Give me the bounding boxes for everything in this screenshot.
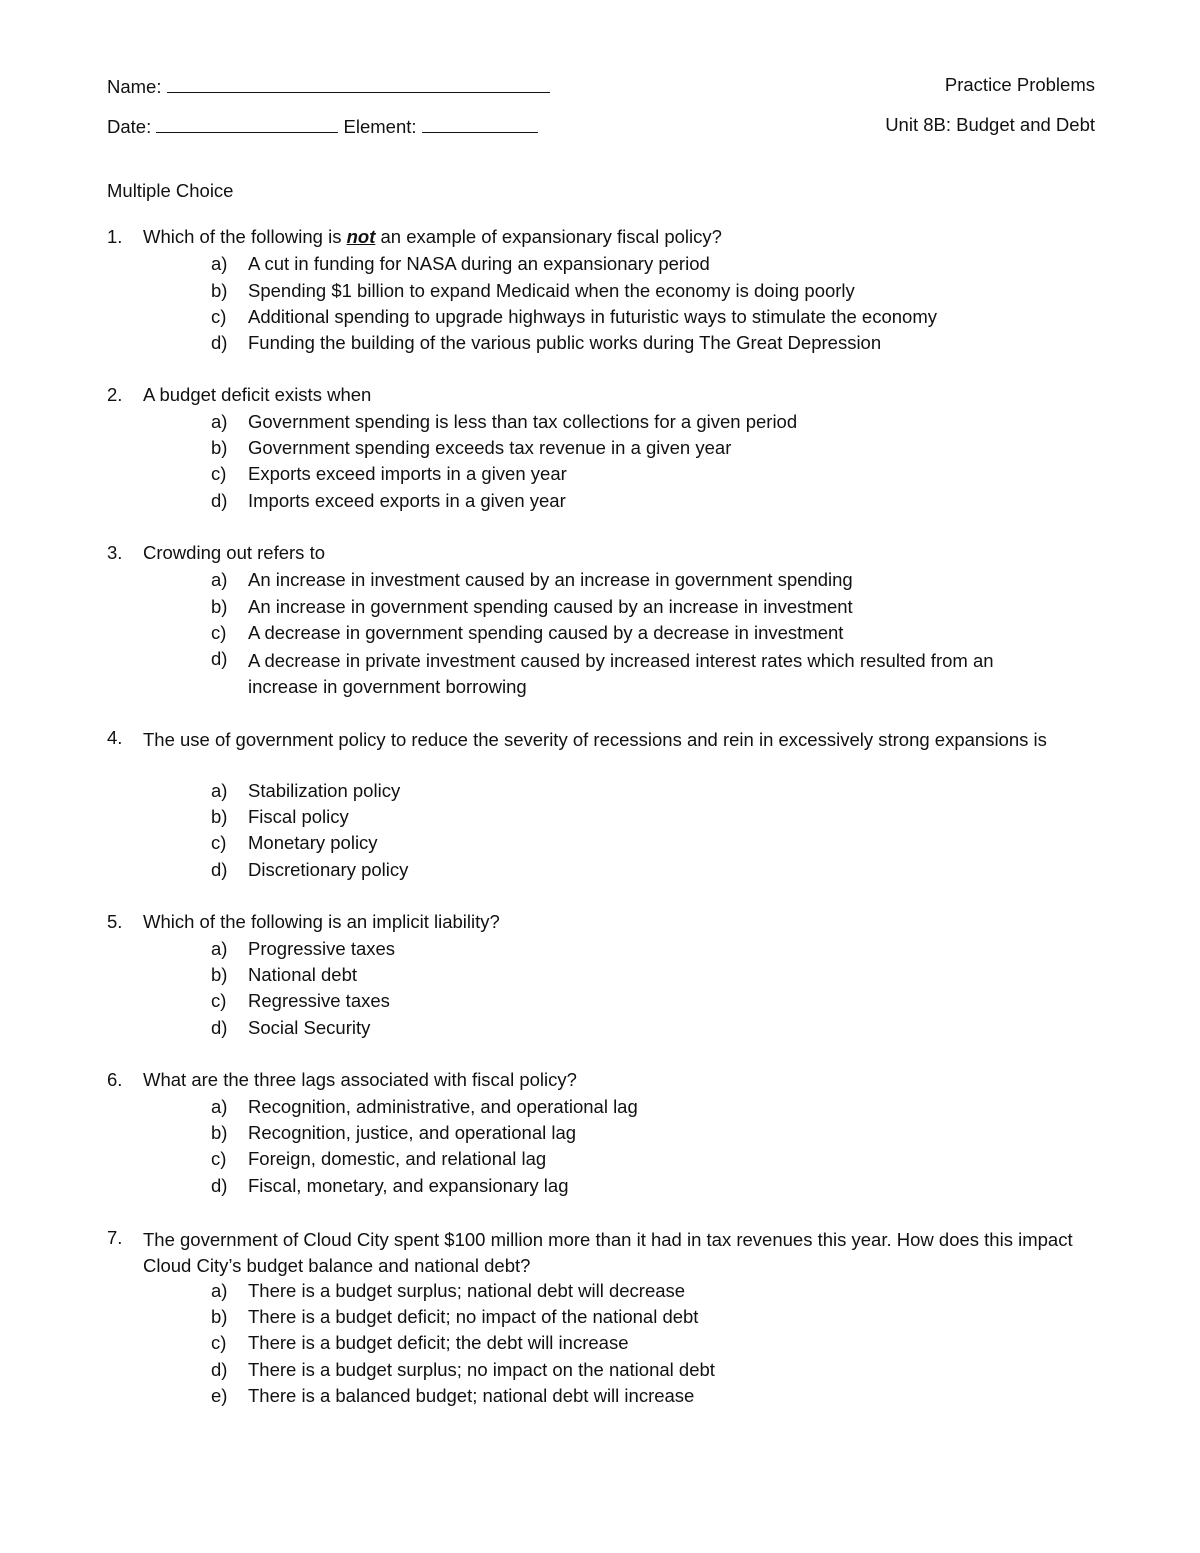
- question-number: 6.: [107, 1069, 123, 1090]
- option-letter: e): [211, 1385, 228, 1406]
- option-letter: c): [211, 622, 227, 643]
- section-title: Multiple Choice: [107, 180, 234, 201]
- emphasis-not: not: [346, 226, 376, 247]
- option-letter: a): [211, 253, 228, 274]
- question-text: The use of government policy to reduce the severity of recessions and rein in excessively strong expansions is: [143, 729, 1047, 750]
- document-type: Practice Problems: [944, 74, 1095, 95]
- option-text: Fiscal, monetary, and expansionary lag: [248, 1175, 569, 1196]
- option-text: A cut in funding for NASA during an expansionary period: [248, 253, 710, 274]
- option-letter: c): [211, 990, 227, 1011]
- question-number: 1.: [107, 226, 123, 247]
- option-text: Monetary policy: [248, 832, 378, 853]
- option-letter: d): [211, 1017, 228, 1038]
- unit-title: Unit 8B: Budget and Debt: [885, 114, 1095, 135]
- question-text: [143, 226, 722, 248]
- option-letter: c): [211, 1148, 227, 1169]
- option-letter: b): [211, 437, 228, 458]
- option-letter: a): [211, 1096, 228, 1117]
- option-letter: c): [211, 832, 227, 853]
- option-text: Recognition, justice, and operational lag: [248, 1122, 577, 1143]
- option-text: An increase in investment caused by an increase in government spending: [248, 569, 853, 590]
- question-text: The government of Cloud City spent $100 million more than it had in tax revenues this year. How does this impact Cloud City’s budget balance and national debt?: [143, 1229, 1073, 1276]
- option-letter: d): [211, 332, 228, 353]
- date-label: Date:: [107, 116, 152, 137]
- question-number: 3.: [107, 542, 123, 563]
- option-letter: d): [211, 1175, 228, 1196]
- element-blank-line[interactable]: [422, 114, 538, 133]
- option-text: Imports exceed exports in a given year: [248, 490, 566, 511]
- option-text: Recognition, administrative, and operational lag: [248, 1096, 638, 1117]
- question-number: 7.: [107, 1227, 123, 1248]
- option-text: There is a budget deficit; no impact of the national debt: [248, 1306, 699, 1327]
- element-label: Element:: [343, 116, 417, 137]
- option-letter: a): [211, 938, 228, 959]
- option-text: Regressive taxes: [248, 990, 390, 1011]
- option-letter: a): [211, 569, 228, 590]
- option-text: Exports exceed imports in a given year: [248, 463, 567, 484]
- option-letter: c): [211, 306, 227, 327]
- option-text: Stabilization policy: [248, 780, 401, 801]
- question-number: 2.: [107, 384, 123, 405]
- question-number: 4.: [107, 727, 123, 748]
- option-text: A decrease in private investment caused by increased interest rates which resulted from an increase in government borrowing: [248, 650, 994, 697]
- option-text: A decrease in government spending caused by a decrease in investment: [248, 622, 844, 643]
- date-element-row: [107, 114, 538, 138]
- option-letter: c): [211, 463, 227, 484]
- option-text: There is a budget surplus; national debt will decrease: [248, 1280, 686, 1301]
- question-text-part: Which of the following is: [143, 226, 347, 247]
- option-text: There is a budget surplus; no impact on the national debt: [248, 1359, 715, 1380]
- option-text: Additional spending to upgrade highways in futuristic ways to stimulate the economy: [248, 306, 937, 327]
- option-text: Progressive taxes: [248, 938, 396, 959]
- option-text: Fiscal policy: [248, 806, 349, 827]
- question-text-part: an example of expansionary fiscal policy?: [375, 226, 722, 247]
- option-text: Government spending is less than tax collections for a given period: [248, 411, 798, 432]
- question-text: Crowding out refers to: [143, 542, 326, 563]
- option-letter: b): [211, 964, 228, 985]
- date-blank-line[interactable]: [156, 114, 338, 133]
- option-letter: d): [211, 490, 228, 511]
- option-letter: b): [211, 1306, 228, 1327]
- option-letter: d): [211, 859, 228, 880]
- name-blank-line[interactable]: [167, 74, 550, 93]
- option-text: There is a budget deficit; the debt will increase: [248, 1332, 629, 1353]
- option-letter: a): [211, 1280, 228, 1301]
- option-text: Spending $1 billion to expand Medicaid when the economy is doing poorly: [248, 280, 855, 301]
- option-letter: a): [211, 780, 228, 801]
- option-text: Funding the building of the various public works during The Great Depression: [248, 332, 882, 353]
- option-text: Discretionary policy: [248, 859, 409, 880]
- option-letter: b): [211, 596, 228, 617]
- option-text: Government spending exceeds tax revenue in a given year: [248, 437, 732, 458]
- option-text: National debt: [248, 964, 358, 985]
- question-text: A budget deficit exists when: [143, 384, 372, 405]
- option-letter: c): [211, 1332, 227, 1353]
- option-text: Social Security: [248, 1017, 371, 1038]
- name-field-row: [107, 74, 550, 98]
- option-letter: d): [211, 648, 228, 669]
- name-label: Name:: [107, 76, 162, 97]
- option-letter: b): [211, 1122, 228, 1143]
- question-text: Which of the following is an implicit liability?: [143, 911, 500, 932]
- question-text: What are the three lags associated with fiscal policy?: [143, 1069, 577, 1090]
- option-letter: b): [211, 806, 228, 827]
- option-text: Foreign, domestic, and relational lag: [248, 1148, 547, 1169]
- option-text: An increase in government spending caused by an increase in investment: [248, 596, 853, 617]
- question-number: 5.: [107, 911, 123, 932]
- option-letter: a): [211, 411, 228, 432]
- option-letter: b): [211, 280, 228, 301]
- option-letter: d): [211, 1359, 228, 1380]
- option-text: There is a balanced budget; national debt will increase: [248, 1385, 695, 1406]
